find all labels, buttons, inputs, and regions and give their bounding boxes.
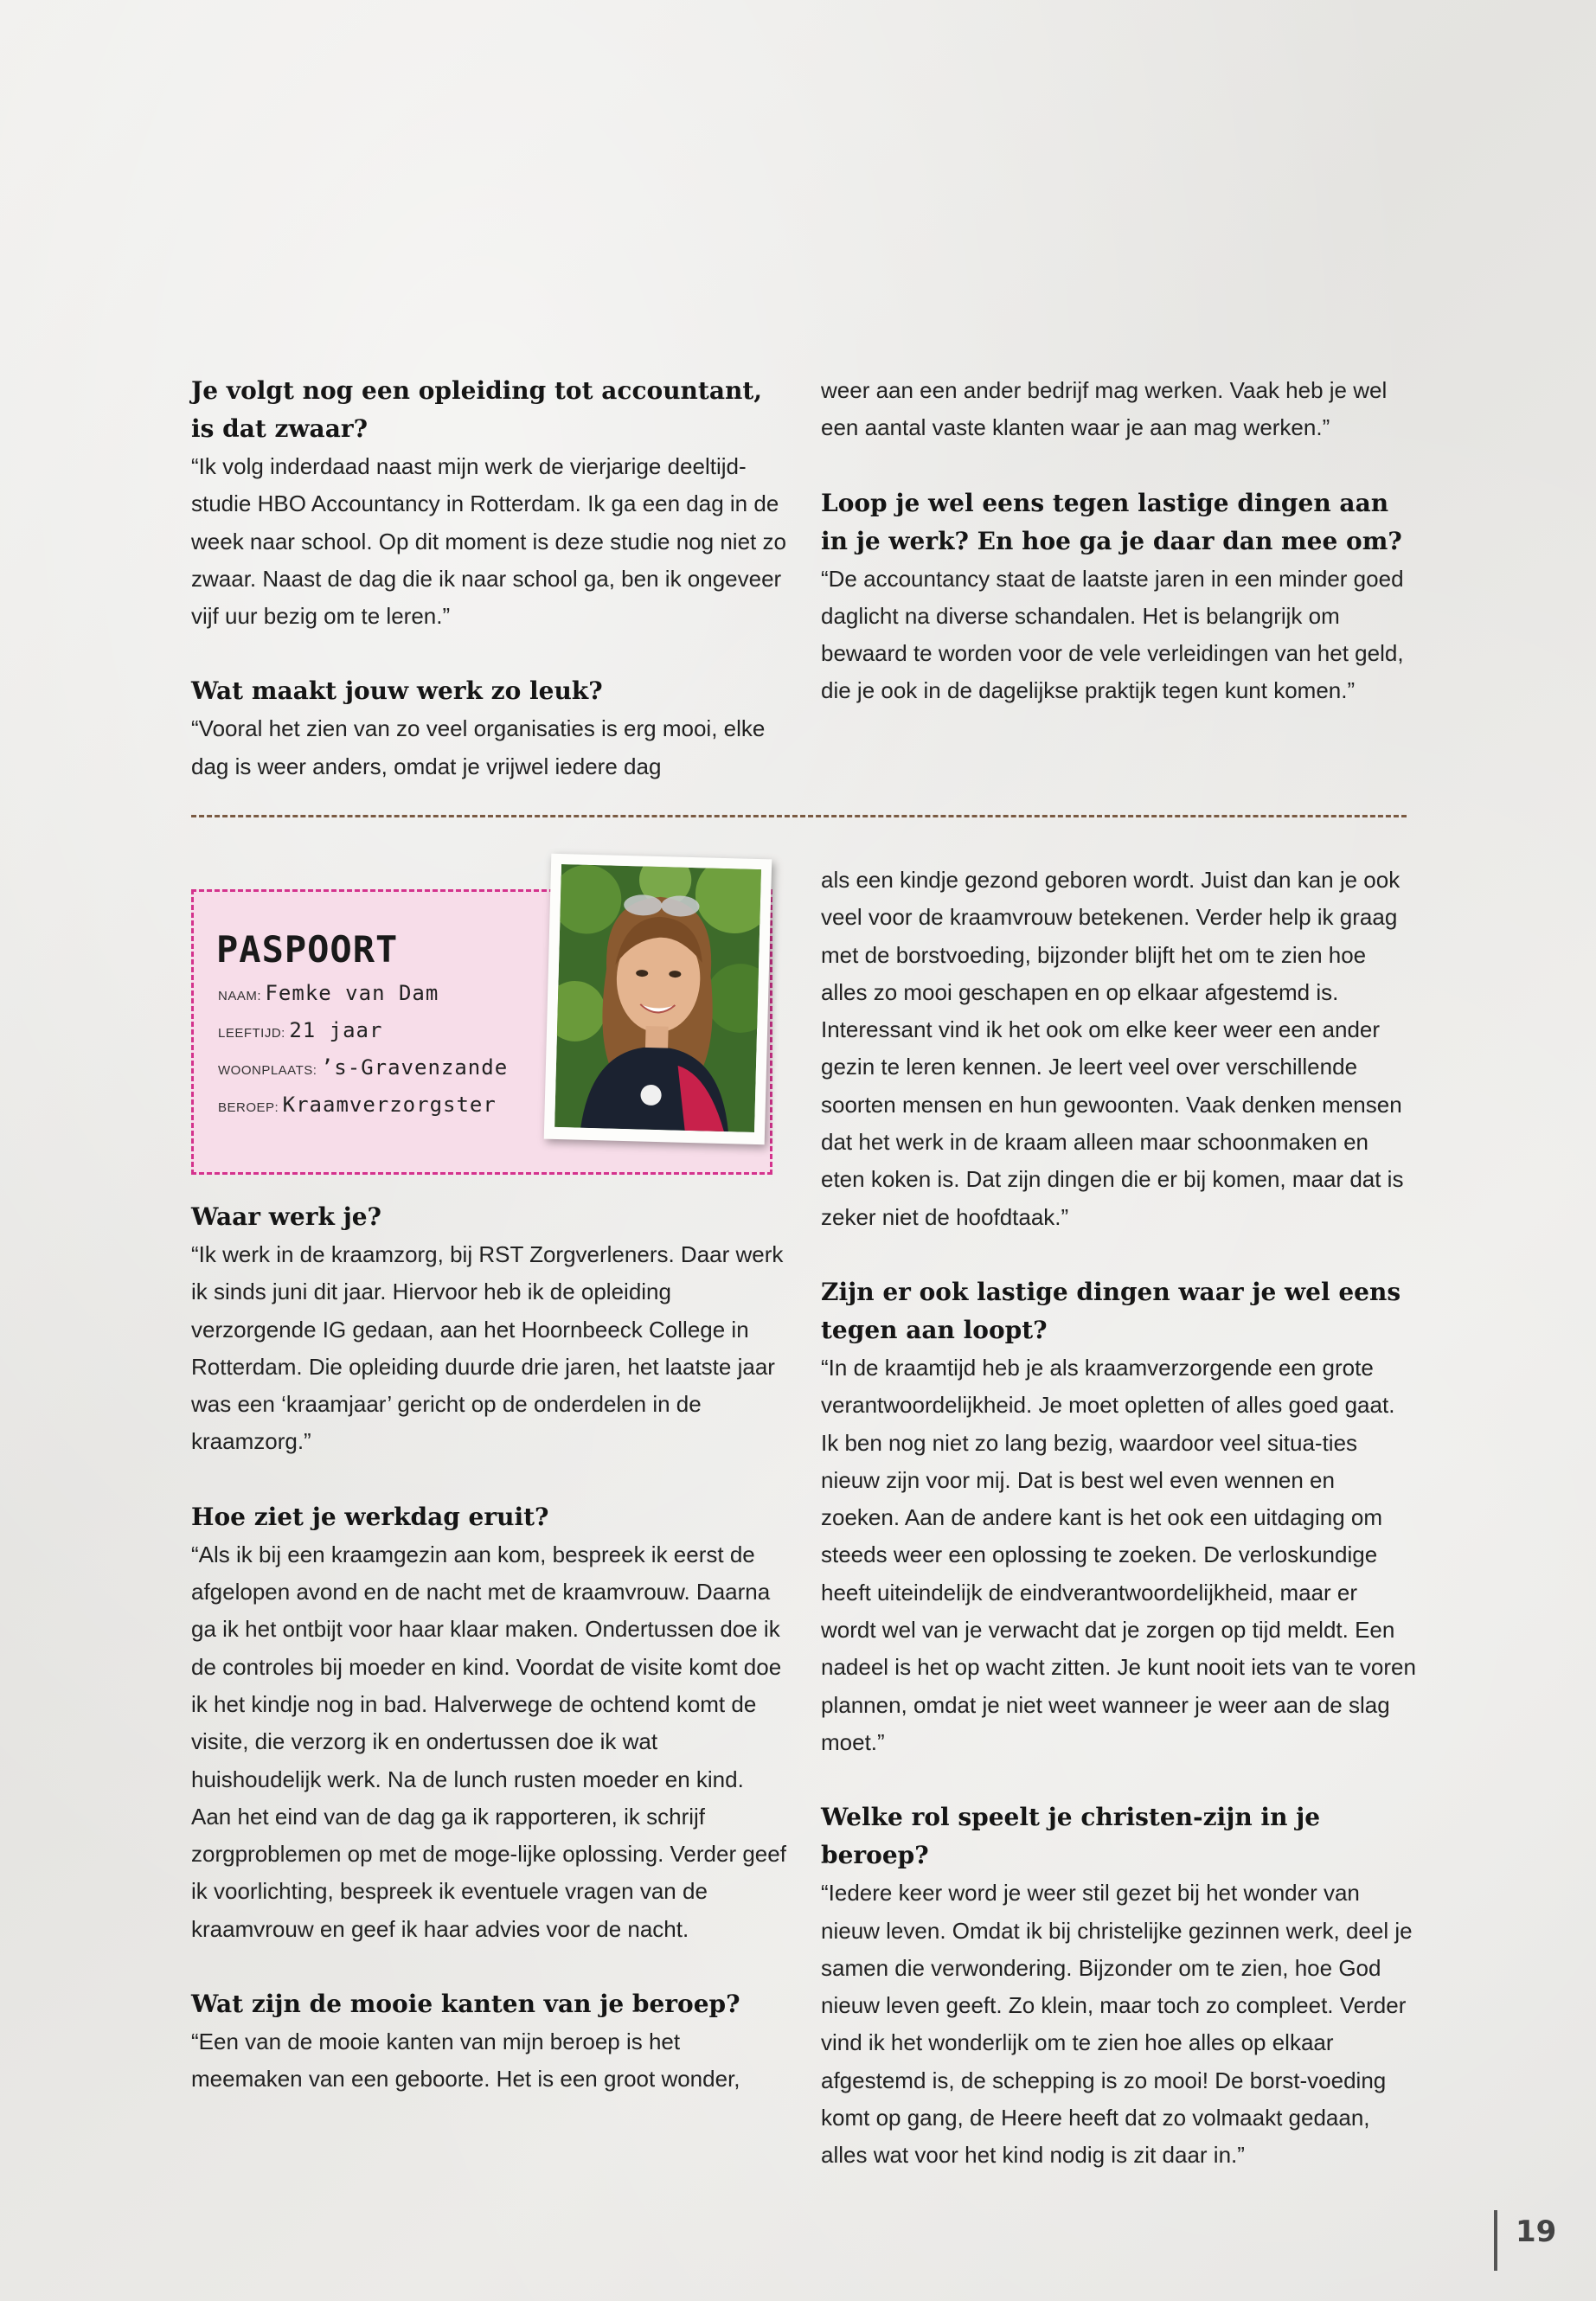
answer-paragraph: “In de kraamtijd heb je als kraamverzorgende een grote verantwoordelijkheid. Je moet opletten of alles goed gaat. Ik ben nog niet zo lang bezig, waardoor veel situa-ties nieuw zijn voor mij. Dat is best wel even wennen en zoeken. Aan de andere kant is het ook een uitdaging om steeds weer een oplossing te zoeken. De verloskundige heeft uiteindelijk de eindverantwoordelijkheid, maar er wordt wel van je verwacht dat je zorgen op tijd meldt. Een nadeel is het op wacht zitten. Je kunt nooit iets van te voren plannen, omdat je niet weet wanneer je weer aan de slag moet.” xyxy=(821,1354,1416,1755)
question-heading: Waar werk je? xyxy=(191,1202,381,1231)
profession-value: Kraamverzorgster xyxy=(282,1093,497,1117)
answer-paragraph: als een kindje gezond geboren wordt. Juist dan kan je ook veel voor de kraamvrouw betekenen. Verder help ik graag met de borstvoeding, bijzonder blijft het om te zien hoe alles zo mooi geschapen en op elkaar afgestemd is. Interessant vind ik het ook om elke keer weer een ander gezin te leren kennen. Je leert veel over verschillende soorten mensen en hun gewoonten. Vaak denken mensen dat het werk in de kraam alleen maar schoonmaken en eten koken is. Dat zijn dingen die er bij komen, maar dat is zeker niet de hoofdtaak.” xyxy=(821,867,1404,1230)
bottom-left-column xyxy=(191,1198,788,2099)
residence-label: WOONPLAATS: xyxy=(218,1063,317,1078)
age-label: LEEFTIJD: xyxy=(218,1026,285,1041)
answer-paragraph: “De accountancy staat de laatste jaren in een minder goed daglicht na diverse schandalen. Het is belangrijk om bewaard te worden voor de vele verleidingen van het geld, die je ook in de dagelijkse praktijk tegen kunt komen.” xyxy=(821,565,1404,704)
name-label: NAAM: xyxy=(218,989,262,1003)
answer-paragraph: “Ik volg inderdaad naast mijn werk de vierjarige deeltijd-studie HBO Accountancy in Rotterdam. Ik ga een dag in de week naar school. Op dit moment is deze studie nog niet zo zwaar. Naast de dag die ik naar school ga, ben ik ongeveer vijf uur bezig om te leren.” xyxy=(191,453,786,630)
residence-value: ’s-Gravenzande xyxy=(320,1055,509,1080)
question-heading: Je volgt nog een opleiding tot accountant, is dat zwaar? xyxy=(191,376,763,443)
profession-label: BEROEP: xyxy=(218,1100,279,1115)
portrait-photo xyxy=(544,854,772,1145)
passport-residence-row xyxy=(218,1055,508,1080)
answer-paragraph: “Een van de mooie kanten van mijn beroep is het meemaken van een geboorte. Het is een groot wonder, xyxy=(191,2029,740,2093)
passport-age-row xyxy=(218,1018,382,1042)
answer-paragraph: “Als ik bij een kraamgezin aan kom, bespreek ik eerst de afgelopen avond en de nacht met de kraamvrouw. Daarna ga ik het ontbijt voor haar klaar maken. Ondertussen doe ik de controles bij moeder en kind. Voordat de visite komt doe ik het kindje nog in bad. Halverwege de ochtend komt de visite, die verzorg ik en ondertussen doe ik wat huishoudelijk werk. Na de lunch rusten moeder en kind. Aan het eind van de dag ga ik rapporteren, ik schrijf zorgproblemen op met de moge-lijke oplossing. Verder geef ik voorlichting, bespreek ik eventuele vragen van de kraamvrouw en geef ik haar advies voor de nacht. xyxy=(191,1541,786,1942)
age-value: 21 jaar xyxy=(289,1018,383,1042)
question-heading: Loop je wel eens tegen lastige dingen aan in je werk? En hoe ga je daar dan mee om? xyxy=(821,488,1402,555)
answer-paragraph: “Ik werk in de kraamzorg, bij RST Zorgverleners. Daar werk ik sinds juni dit jaar. Hiervoor heb ik de opleiding verzorgende IG gedaan, aan het Hoornbeeck College in Rotterdam. Die opleiding duurde drie jaren, het laatste jaar was een ‘kraamjaar’ gericht op de onderdelen in de kraamzorg.” xyxy=(191,1241,784,1455)
answer-paragraph: “Iedere keer word je weer stil gezet bij het wonder van nieuw leven. Omdat ik bij christelijke gezinnen werk, deel je samen die verwondering. Bijzonder om te zien, hoe God nieuw leven geeft. Zo klein, maar toch zo compleet. Verder vind ik het wonderlijk om te zien hoe alles op elkaar afgestemd is, de schepping is zo mooi! De borst-voeding komt op gang, de Heere heeft dat zo volmaakt gedaan, alles wat voor het kind nodig is zit daar in.” xyxy=(821,1880,1413,2169)
top-left-column xyxy=(191,372,788,785)
passport-profession-row xyxy=(218,1093,497,1117)
question-heading: Hoe ziet je werkdag eruit? xyxy=(191,1502,549,1531)
answer-paragraph: “Vooral het zien van zo veel organisaties is erg mooi, elke dag is weer anders, omdat je vrijwel iedere dag xyxy=(191,715,766,779)
name-value: Femke van Dam xyxy=(265,981,439,1005)
question-heading: Welke rol speelt je christen-zijn in je beroep? xyxy=(821,1803,1321,1870)
page-number-bar xyxy=(1494,2210,1497,2271)
section-divider xyxy=(191,815,1407,817)
question-heading: Wat zijn de mooie kanten van je beroep? xyxy=(191,1990,740,2019)
bottom-right-column xyxy=(821,862,1418,2175)
portrait-illustration xyxy=(554,864,761,1132)
question-heading: Wat maakt jouw werk zo leuk? xyxy=(191,676,603,706)
page-number: 19 xyxy=(1516,2214,1557,2249)
passport-name-row xyxy=(218,981,439,1005)
passport-title: PASPOORT xyxy=(216,928,399,971)
question-heading: Zijn er ook lastige dingen waar je wel eens tegen aan loopt? xyxy=(821,1277,1401,1344)
top-right-column xyxy=(821,372,1418,710)
answer-paragraph: weer aan een ander bedrijf mag werken. Vaak heb je wel een aantal vaste klanten waar je aan mag werken.” xyxy=(821,377,1388,441)
